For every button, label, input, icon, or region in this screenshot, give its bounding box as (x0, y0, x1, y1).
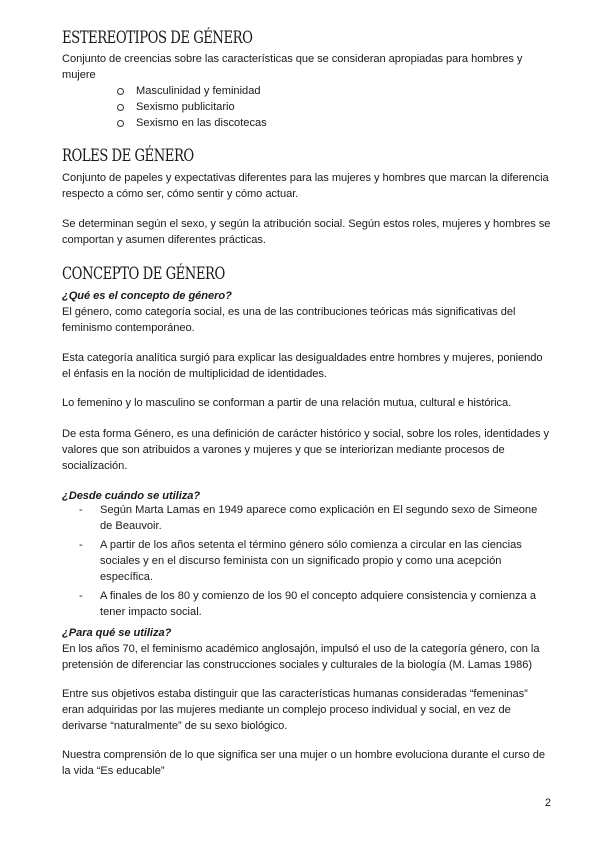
roles-p2: Se determinan según el sexo, y según la atribución social. Según estos roles, mujeres y hombres se comportan y asumen diferentes prácticas. (62, 218, 551, 246)
concepto-p4: De esta forma Género, es una definición de carácter histórico y social, sobre los roles, identidades y valores que son atribuidos a varones y mujeres y que se interiorizan mediante procesos de socialización. (62, 428, 549, 472)
roles-p1: Conjunto de papeles y expectativas diferentes para las mujeres y hombres que marcan la diferencia respecto a cómo ser, cómo sentir y cómo actuar. (62, 172, 549, 200)
concepto-p5: En los años 70, el feminismo académico anglosajón, impulsó el uso de la categoría género, con la pretensión de diferenciar las construcciones sociales y culturales de la biología (M. Lamas 1986) (62, 643, 540, 671)
estereotipos-list (136, 83, 267, 131)
heading-estereotipos: ESTEREOTIPOS DE GÉNERO (62, 28, 253, 47)
question-desde-cuando: ¿Desde cuándo se utiliza? (62, 490, 201, 502)
heading-roles: ROLES DE GÉNERO (62, 146, 194, 165)
concepto-p3: Lo femenino y lo masculino se conforman a partir de una relación mutua, cultural e histórica. (62, 397, 512, 409)
list-item: Sexismo publicitario (136, 99, 267, 115)
concepto-p1: El género, como categoría social, es una de las contribuciones teóricas más significativas del feminismo contemporáneo. (62, 306, 516, 334)
dash-bullet-icon: - (79, 504, 83, 516)
concepto-p7: Nuestra comprensión de lo que significa ser una mujer o un hombre evoluciona durante el curso de la vida “Es educable” (62, 749, 545, 777)
page-number: 2 (544, 797, 551, 809)
estereotipos-intro: Conjunto de creencias sobre las características que se consideran apropiadas para hombres y mujere (62, 53, 523, 81)
dash-bullet-icon: - (79, 539, 83, 551)
circle-bullet-icon (117, 120, 124, 127)
list-item: Masculinidad y feminidad (136, 83, 267, 99)
list-item: - Según Marta Lamas en 1949 aparece como explicación en El segundo sexo de Simeone de Beauvoir. (79, 504, 538, 532)
circle-bullet-icon (117, 104, 124, 111)
desde-cuando-list (79, 502, 550, 623)
list-item: Sexismo en las discotecas (136, 115, 267, 131)
question-para-que: ¿Para qué se utiliza? (62, 627, 172, 639)
dash-bullet-icon: - (79, 590, 83, 602)
heading-concepto: CONCEPTO DE GÉNERO (62, 264, 225, 283)
question-que-es: ¿Qué es el concepto de género? (62, 290, 232, 302)
circle-bullet-icon (117, 88, 124, 95)
list-item: - A finales de los 80 y comienzo de los 90 el concepto adquiere consistencia y comienza a tener impacto social. (79, 590, 536, 618)
concepto-p6: Entre sus objetivos estaba distinguir que las características humanas consideradas “femeninas” eran adquiridas por las mujeres mediante un complejo proceso individual y social, en vez de derivarse “naturalmente” de su sexo biológico. (62, 688, 528, 732)
concepto-p2: Esta categoría analítica surgió para explicar las desigualdades entre hombres y mujeres, poniendo el énfasis en la noción de multiplicidad de identidades. (62, 352, 543, 380)
list-item: - A partir de los años setenta el término género sólo comienza a circular en las ciencias sociales y en el discurso feminista con un significado propio y como una acepción específica. (79, 539, 522, 583)
